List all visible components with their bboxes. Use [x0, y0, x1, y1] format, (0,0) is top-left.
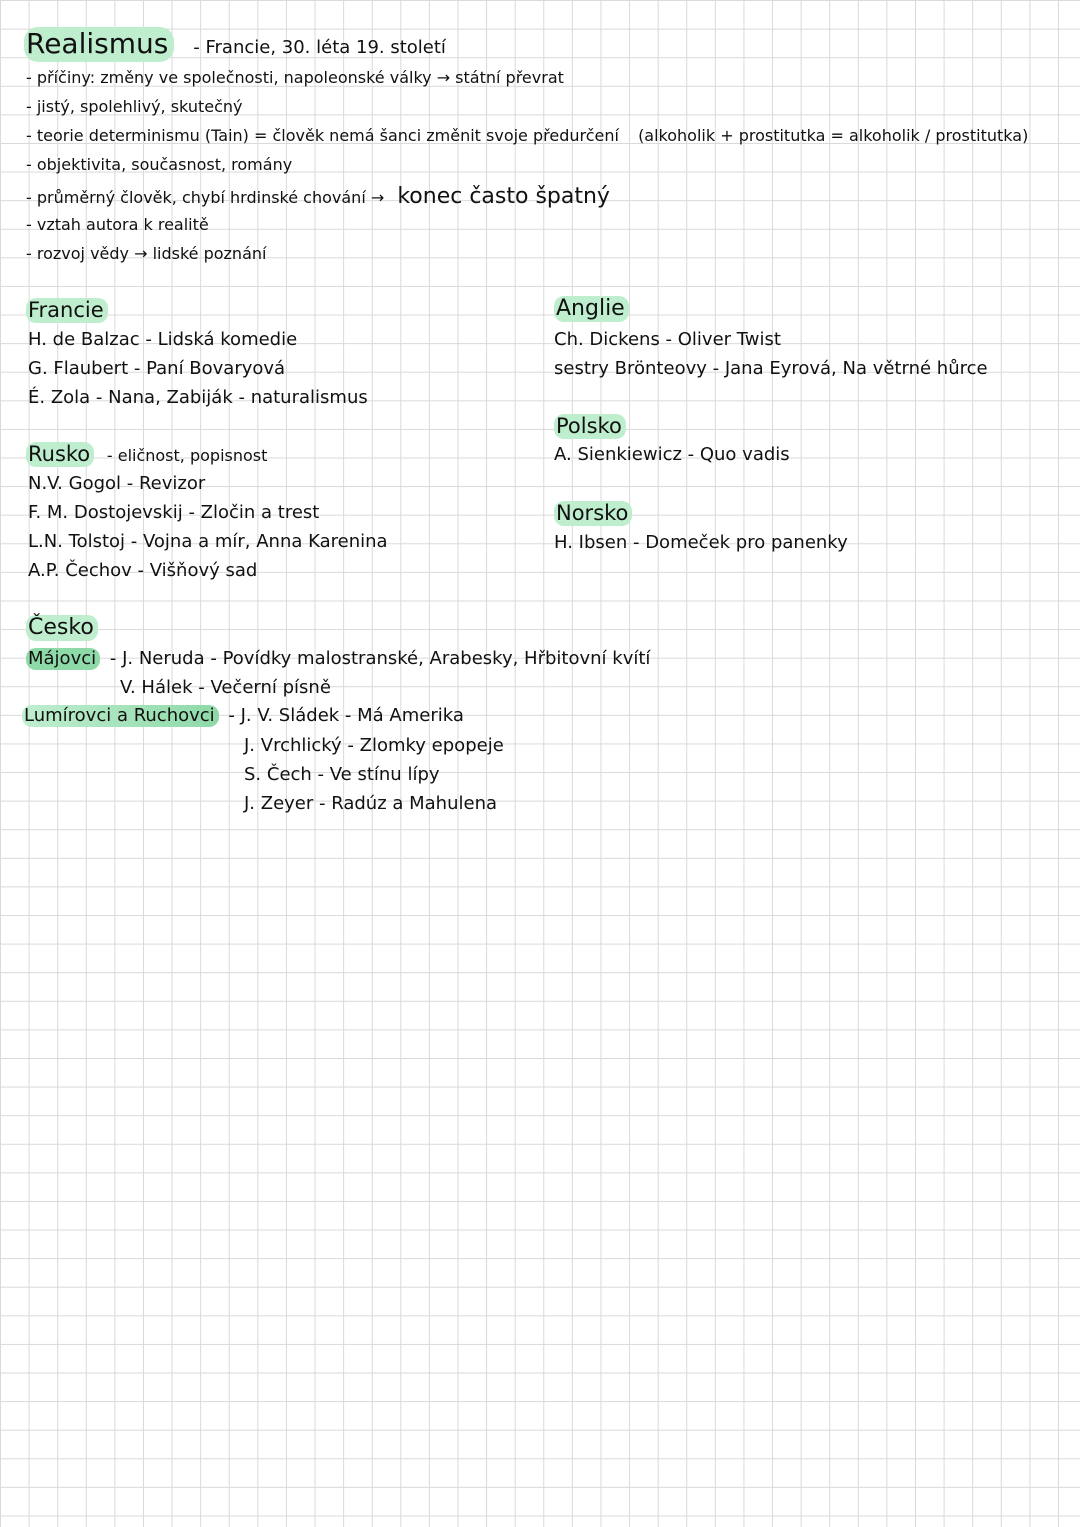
bullet-6: - vztah autora k realitě — [26, 215, 209, 234]
section-norsko-heading: Norsko — [554, 503, 632, 524]
page-title-row — [24, 27, 446, 60]
bullet-5-row — [26, 186, 610, 208]
francie-line-1: H. de Balzac - Lidská komedie — [28, 329, 298, 350]
bullet-7: - rozvoj vědy → lidské poznání — [26, 244, 267, 263]
rusko-line-1: N.V. Gogol - Revizor — [28, 473, 206, 494]
page-title: Realismus — [24, 27, 174, 62]
bullet-2: - jistý, spolehlivý, skutečný — [26, 97, 243, 116]
lumirovci-line-1: - J. V. Sládek - Má Amerika — [228, 705, 464, 726]
bullet-3-row — [26, 128, 1028, 144]
anglie-line-2: sestry Brönteovy - Jana Eyrová, Na větrné hůrce — [554, 358, 988, 379]
majovci-label: Májovci — [26, 648, 100, 670]
lumirovci-line-4: J. Zeyer - Radúz a Mahulena — [244, 793, 498, 814]
lumirovci-line-2: J. Vrchlický - Zlomky epopeje — [244, 735, 504, 756]
bullet-4: - objektivita, současnost, romány — [26, 155, 293, 174]
bullet-3: - teorie determinismu (Tain) = člověk nemá šanci změnit svoje předurčení — [26, 126, 619, 145]
section-francie-heading: Francie — [26, 300, 108, 321]
lumirovci-row — [22, 707, 464, 725]
anglie-line-1: Ch. Dickens - Oliver Twist — [554, 329, 781, 350]
bullet-5: - průměrný člověk, chybí hrdinské chování → — [26, 188, 385, 207]
polsko-line-1: A. Sienkiewicz - Quo vadis — [554, 444, 790, 465]
section-cesko-heading: Česko — [26, 617, 98, 639]
page-subtitle: - Francie, 30. léta 19. století — [193, 37, 446, 58]
determinism-example: (alkoholik + prostitutka = alkoholik / prostitutka) — [638, 126, 1029, 145]
rusko-line-4: A.P. Čechov - Višňový sad — [28, 560, 258, 581]
ending-note: konec často špatný — [397, 184, 610, 209]
majovci-row — [26, 650, 650, 668]
section-rusko-heading: Rusko — [26, 442, 94, 467]
lumirovci-label: Lumírovci a Ruchovci — [22, 705, 219, 727]
majovci-line-1: - J. Neruda - Povídky malostranské, Arabesky, Hřbitovní kvítí — [109, 648, 651, 669]
majovci-line-2: V. Hálek - Večerní písně — [120, 677, 331, 698]
francie-line-3: É. Zola - Nana, Zabiják - naturalismus — [28, 387, 368, 408]
rusko-heading-note: - eličnost, popisnost — [106, 446, 268, 465]
francie-line-2: G. Flaubert - Paní Bovaryová — [28, 358, 286, 379]
section-anglie-heading: Anglie — [554, 298, 629, 320]
rusko-line-2: F. M. Dostojevskij - Zločin a trest — [28, 502, 320, 523]
lumirovci-line-3: S. Čech - Ve stínu lípy — [244, 764, 440, 785]
section-polsko-heading: Polsko — [554, 416, 626, 437]
norsko-line-1: H. Ibsen - Domeček pro panenky — [554, 532, 848, 553]
rusko-line-3: L.N. Tolstoj - Vojna a mír, Anna Karenina — [28, 531, 388, 552]
section-rusko-heading-row — [26, 444, 267, 465]
bullet-1: - příčiny: změny ve společnosti, napoleonské války → státní převrat — [26, 68, 564, 87]
